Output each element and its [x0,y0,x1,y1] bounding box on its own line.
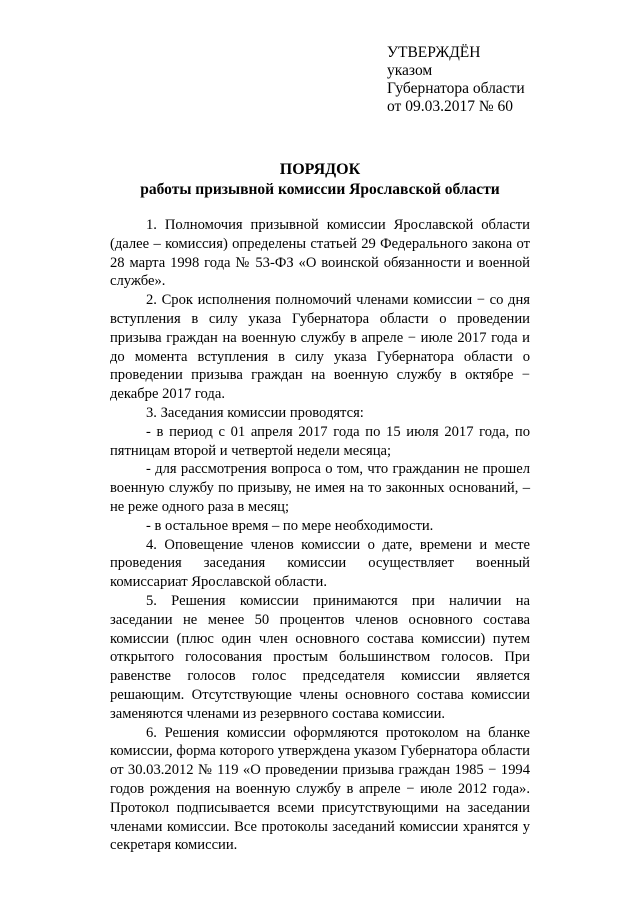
document-subtitle: работы призывной комиссии Ярославской области [140,181,500,198]
document-body [110,216,530,855]
paragraph-1: 1. Полномочия призывной комиссии Ярославской области (далее – комиссия) определены статьей 29 Федерального закона от 28 марта 1998 года № 53-ФЗ «О воинской обязанности и военной службе». [110,217,530,290]
paragraph-4: 4. Оповещение членов комиссии о дате, времени и месте проведения заседания комиссии осуществляет военный комиссариат Ярославской области. [110,536,530,591]
approval-issuer: Губернатора области [387,80,525,97]
approval-date-number: от 09.03.2017 № 60 [387,98,513,115]
paragraph-6: 6. Решения комиссии оформляются протоколом на бланке комиссии, форма которого утверждена указом Губернатора области от 30.03.2012 № 119 «О проведении призыва граждан 1985 − 1994 годов рождения на военную службу в апреле − июле 2012 года». Протокол подписывается всеми присутствующими на заседании членами комиссии. Все протоколы заседаний комиссии хранятся у секретаря комиссии. [110,724,530,854]
paragraph-3-item-2: - для рассмотрения вопроса о том, что гражданин не прошел военную службу по призыву, не имея на то законных оснований, – не реже одного раза в месяц; [110,461,530,515]
paragraph-2: 2. Срок исполнения полномочий членами комиссии − со дня вступления в силу указа Губернатора области о проведении призыва граждан на военную службу в апреле − июле 2017 года и до момента вступления в силу указа Губернатора области о проведении призыва граждан на военную службу в октябре − декабре 2017 года. [110,292,530,403]
approval-act-type: указом [387,62,433,79]
document-title: ПОРЯДОК [279,161,361,178]
paragraph-3: 3. Заседания комиссии проводятся: [146,404,364,421]
approval-stamp [387,44,525,116]
paragraph-5: 5. Решения комиссии принимаются при наличии на заседании не менее 50 процентов членов основного состава комиссии (плюс один член основного состава комиссии) путем открытого голосования простым большинством голосов. При равенстве голосов голос председателя комиссии является решающим. Отсутствующие члены основного состава комиссии заменяются членами из резервного состава комиссии. [110,592,530,722]
approval-status: УТВЕРЖДЁН [387,44,481,61]
paragraph-3-item-1: - в период с 01 апреля 2017 года по 15 июля 2017 года, по пятницам второй и четвертой недели месяца; [110,423,530,459]
paragraph-3-item-3: - в остальное время – по мере необходимости. [146,517,434,534]
